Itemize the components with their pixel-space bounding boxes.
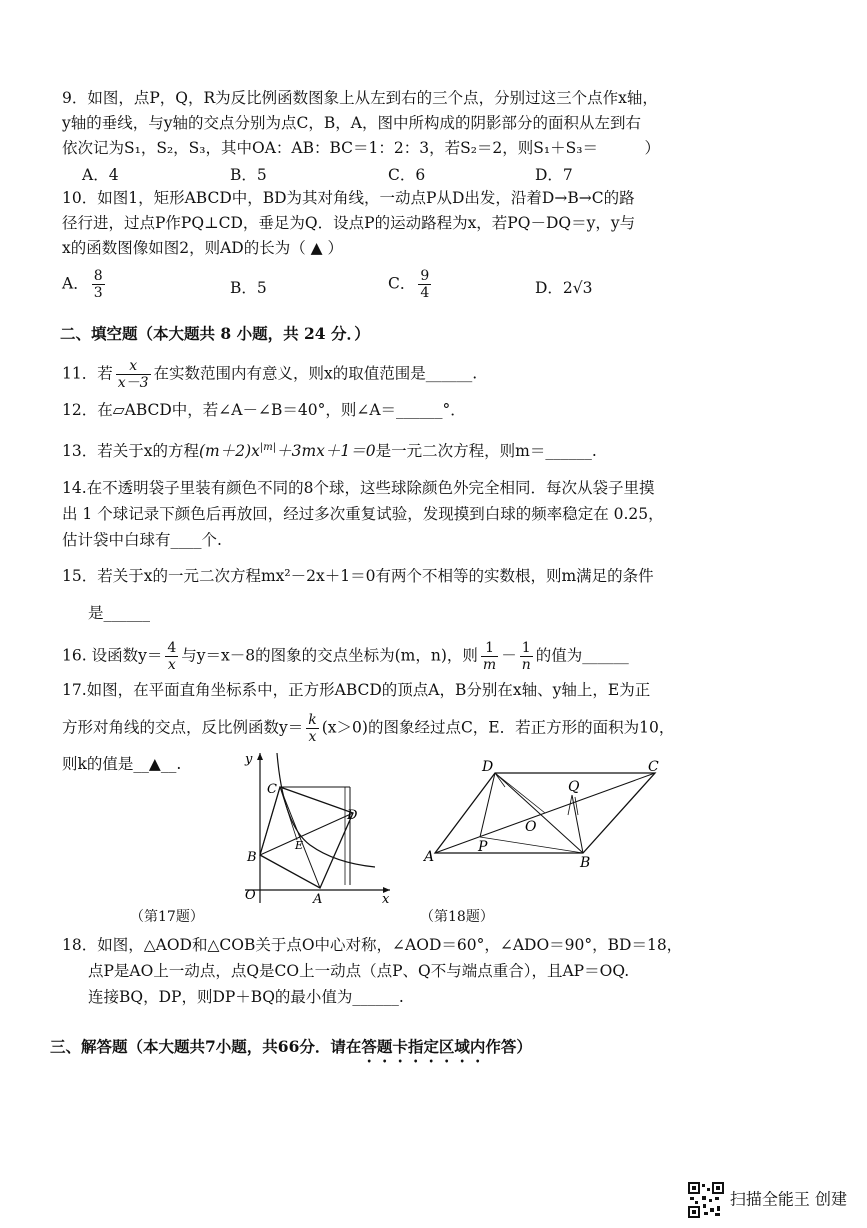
figure-18-caption: （第18题） bbox=[420, 909, 494, 925]
q9-option-b: B．5 bbox=[230, 166, 267, 184]
fraction: $\frac{8}{3}$ bbox=[93, 268, 103, 301]
q10-option-d: D．2√3 bbox=[535, 279, 593, 297]
q18-line2: 点P是AO上一动点，点Q是CO上一动点（点P、Q不与端点重合），且AP＝OQ. bbox=[88, 962, 630, 980]
q15-line2: 是______ bbox=[88, 604, 151, 622]
q10-option-c: C． $\frac{9}{4}$ bbox=[388, 268, 430, 301]
fig17-label-o: O bbox=[245, 888, 256, 903]
q9-line3: 依次记为S₁，S₂，S₃，其中OA：AB：BC＝1：2：3，若S₂＝2，则S₁＋S₃＝ ） bbox=[62, 139, 660, 157]
section-2-heading: 二、填空题（本大题共 8 小题，共 24 分．） bbox=[60, 324, 370, 343]
q9-option-a: A．4 bbox=[82, 166, 119, 184]
watermark-text: 扫描全能王 创建 bbox=[729, 1189, 847, 1209]
fig18-label-o: O bbox=[525, 819, 537, 835]
q15-line1: 15．若关于x的一元二次方程mx²－2x＋1＝0有两个不相等的实数根，则m满足的条件 bbox=[62, 567, 654, 585]
q9-option-d: D．7 bbox=[535, 166, 573, 184]
fraction: $\frac{k}{x}$ bbox=[308, 712, 317, 745]
q10-line1: 10．如图1，矩形ABCD中，BD为其对角线，一动点P从D出发，沿着D→B→C的路 bbox=[62, 189, 635, 207]
q10-line3: x的函数图像如图2，则AD的长为（ ▲ ） bbox=[62, 239, 343, 257]
fig18-label-d: D bbox=[482, 759, 494, 775]
fig18-label-b: B bbox=[580, 855, 591, 870]
fig18-label-a: A bbox=[424, 849, 435, 865]
figure-17-caption: （第17题） bbox=[130, 909, 204, 925]
q9-line2: y轴的垂线，与y轴的交点分别为点C，B，A，图中所构成的阴影部分的面积从左到右 bbox=[62, 114, 641, 132]
fraction: $\frac{9}{4}$ bbox=[420, 268, 430, 301]
q14-line1: 14.在不透明袋子里装有颜色不同的8个球，这些球除颜色外完全相同．每次从袋子里摸 bbox=[62, 479, 655, 497]
figure-17 bbox=[225, 745, 395, 905]
fraction: $\frac{1}{m}$ bbox=[482, 640, 497, 673]
q16: 16. 设函数y＝ $\frac{4}{x}$ 与y＝x－8的图象的交点坐标为(m，n)，则 $\frac{1}{m}$ － $\frac{1}{n}$ 的值为______ bbox=[62, 640, 629, 673]
fig17-label-y: y bbox=[245, 752, 253, 767]
section-3-heading: 三、解答题（本大题共7小题，共66分．请在答题卡指定区域内作答） bbox=[50, 1037, 532, 1056]
q12: 12．在▱ABCD中，若∠A－∠B＝40°，则∠A＝______°． bbox=[62, 401, 466, 419]
fig18-label-p: P bbox=[478, 839, 488, 855]
q10-option-a: A． $\frac{8}{3}$ bbox=[62, 268, 103, 301]
fraction: $\frac{4}{x}$ bbox=[167, 640, 177, 673]
fig17-label-d: D bbox=[347, 808, 358, 823]
fig18-label-c: C bbox=[648, 759, 659, 775]
fraction: $\frac{x}{x-3}$ bbox=[117, 358, 149, 391]
q11: 11．若 $\frac{x}{x-3}$ 在实数范围内有意义，则x的取值范围是______. bbox=[62, 358, 478, 391]
q17-line2: 方形对角线的交点，反比例函数y＝ $\frac{k}{x}$ (x＞0)的图象经过点C，E．若正方形的面积为10， bbox=[62, 712, 675, 745]
q18-line1: 18．如图，△AOD和△COB关于点O中心对称，∠AOD＝60°，∠ADO＝90°，BD＝18， bbox=[62, 936, 683, 954]
q17-line1: 17.如图，在平面直角坐标系中，正方形ABCD的顶点A，B分别在x轴、y轴上，E为正 bbox=[62, 681, 651, 699]
fig17-label-c: C bbox=[267, 782, 277, 797]
fig17-label-e: E bbox=[295, 839, 304, 852]
q9-line1: 9．如图，点P，Q，R为反比例函数图象上从左到右的三个点，分别过这三个点作x轴， bbox=[62, 89, 658, 107]
fig17-label-b: B bbox=[247, 850, 257, 865]
q10-line2: 径行进，过点P作PQ⊥CD，垂足为Q．设点P的运动路程为x，若PQ－DQ＝y，y与 bbox=[62, 214, 636, 232]
fraction: $\frac{1}{n}$ bbox=[521, 640, 531, 673]
q14-line3: 估计袋中白球有____个. bbox=[62, 531, 222, 549]
q14-line2: 出 1 个球记录下颜色后再放回，经过多次重复试验，发现摸到白球的频率稳定在 0.25， bbox=[62, 505, 664, 523]
fig17-label-a: A bbox=[313, 892, 323, 905]
fig18-label-q: Q bbox=[568, 779, 580, 795]
q10-option-b: B．5 bbox=[230, 279, 267, 297]
figure-18 bbox=[420, 755, 670, 870]
q17-line3: 则k的值是__▲__. bbox=[62, 755, 182, 773]
q18-line3: 连接BQ，DP，则DP＋BQ的最小值为______. bbox=[88, 988, 404, 1006]
fig17-label-x: x bbox=[382, 892, 390, 905]
q9-option-c: C．6 bbox=[388, 166, 426, 184]
q13: 13．若关于x的方程$(m+2)x^{|m|}+3mx+1=0$是一元二次方程，则m＝______. bbox=[62, 442, 597, 461]
qr-code-icon bbox=[688, 1182, 724, 1218]
scanner-watermark bbox=[688, 1182, 847, 1218]
